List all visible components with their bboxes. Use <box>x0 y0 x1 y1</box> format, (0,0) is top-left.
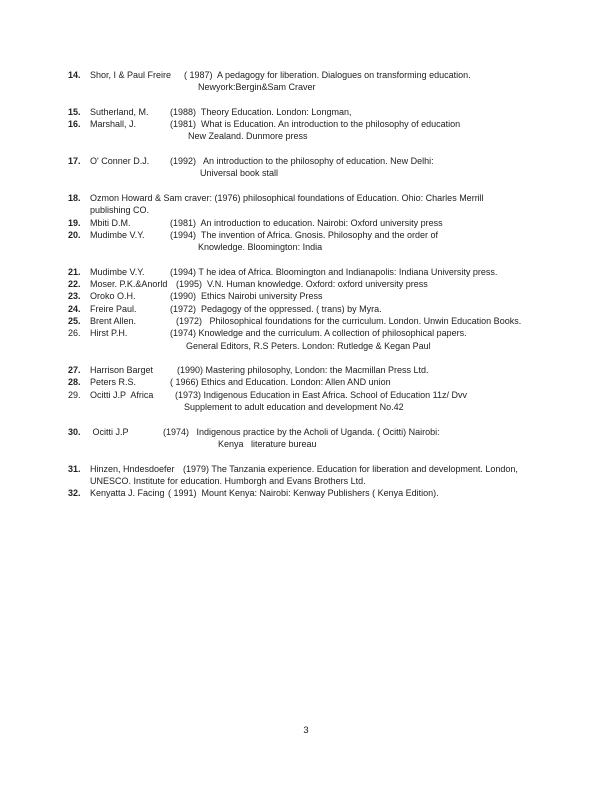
reference-author: Freire Paul. <box>90 303 137 314</box>
reference-body <box>90 278 598 290</box>
reference-citation: (1995) V.N. Human knowledge. Oxford: oxford university press <box>176 279 428 290</box>
reference-list <box>68 69 598 499</box>
reference-author: Kenyatta J. Facing <box>90 488 165 499</box>
reference-citation: (1974) Indigenous practice by the Acholi of Uganda. ( Ocitti) Nairobi: <box>163 426 440 437</box>
reference-citation: (1972) Philosophical foundations for the curriculum. London. Unwin Education Books. <box>176 315 522 326</box>
reference-body <box>90 266 598 278</box>
reference-citation: (1994) T he idea of Africa. Bloomington and Indianapolis: Indiana University press. <box>170 266 498 277</box>
reference-citation: (1981) What is Education. An introduction to the philosophy of education <box>170 119 461 130</box>
reference-body <box>90 376 598 388</box>
reference-entry <box>68 327 598 352</box>
reference-citation: ( 1966) Ethics and Education. London: Allen AND union <box>170 377 391 388</box>
reference-citation: (1990) Ethics Nairobi university Press <box>170 291 323 302</box>
reference-author: Mudimbe V.Y. <box>90 266 145 277</box>
reference-author: Ocitti J.P Africa <box>90 389 154 400</box>
reference-number: 22. <box>68 279 81 290</box>
reference-continuation: UNESCO. Institute for education. Humborgh and Evans Brothers Ltd. <box>90 475 366 486</box>
reference-citation: (1981) An introduction to education. Nairobi: Oxford university press <box>170 217 443 228</box>
reference-entry <box>68 69 598 94</box>
reference-citation: ( 1991) Mount Kenya: Nairobi: Kenway Publishers ( Kenya Edition). <box>168 488 439 499</box>
reference-author: Moser. P.K.&Anorld <box>90 279 168 290</box>
reference-author: Marshall, J. <box>90 119 137 130</box>
reference-number: 29. <box>68 389 81 400</box>
reference-entry <box>68 315 598 327</box>
reference-entry <box>68 303 598 315</box>
reference-number: 31. <box>68 463 81 474</box>
reference-body <box>90 192 598 217</box>
reference-entry <box>68 364 598 376</box>
reference-number: 16. <box>68 119 81 130</box>
reference-entry <box>68 192 598 217</box>
reference-number: 21. <box>68 266 81 277</box>
reference-citation: (1994) The invention of Africa. Gnosis. Philosophy and the order of <box>170 229 438 240</box>
reference-body <box>90 315 598 327</box>
reference-body <box>90 69 598 94</box>
reference-citation: (1972) Pedagogy of the oppressed. ( trans) by Myra. <box>170 303 382 314</box>
reference-number: 19. <box>68 217 81 228</box>
reference-continuation: Supplement to adult education and development No.42 <box>184 402 404 413</box>
reference-citation: ( 1987) A pedagogy for liberation. Dialogues on transforming education. <box>184 70 471 80</box>
reference-citation: (1973) Indigenous Education in East Africa. School of Education 11z/ Dvv <box>175 389 468 400</box>
reference-number: 18. <box>68 192 81 203</box>
reference-entry <box>68 217 598 229</box>
reference-number: 30. <box>68 426 81 437</box>
reference-entry <box>68 155 598 180</box>
reference-body <box>90 463 598 488</box>
reference-author: Brent Allen. <box>90 315 137 326</box>
reference-citation: (1990) Mastering philosophy, London: the Macmillan Press Ltd. <box>177 365 429 376</box>
reference-author: Hirst P.H. <box>90 328 128 339</box>
reference-citation: (1979) The Tanzania experience. Education for liberation and development. London, <box>183 463 518 474</box>
reference-author: Mbiti D.M. <box>90 217 131 228</box>
reference-author: Sutherland, M. <box>90 106 149 117</box>
reference-entry <box>68 290 598 302</box>
reference-author: Harrison Barget <box>90 365 154 376</box>
reference-number: 20. <box>68 229 81 240</box>
reference-body <box>90 487 598 499</box>
reference-continuation: New Zealand. Dunmore press <box>188 131 308 142</box>
reference-entry <box>68 376 598 388</box>
reference-body <box>90 389 598 414</box>
reference-citation: (1992) An introduction to the philosophy of education. New Delhi: <box>170 156 434 167</box>
reference-entry <box>68 487 598 499</box>
reference-number: 14. <box>68 70 81 80</box>
reference-body <box>90 155 598 180</box>
reference-author: Mudimbe V.Y. <box>90 229 145 240</box>
reference-entry <box>68 389 598 414</box>
reference-author: Peters R.S. <box>90 377 137 388</box>
reference-continuation: publishing CO. <box>90 205 150 216</box>
reference-entry <box>68 118 598 143</box>
reference-author: Ocitti J.P <box>90 426 129 437</box>
reference-entry <box>68 426 598 451</box>
reference-number: 25. <box>68 315 81 326</box>
reference-number: 15. <box>68 106 81 117</box>
reference-entry <box>68 266 598 278</box>
reference-continuation: Knowledge. Bloomington: India <box>198 242 323 253</box>
reference-number: 28. <box>68 377 81 388</box>
reference-author: Oroko O.H. <box>90 291 136 302</box>
reference-number: 27. <box>68 365 81 376</box>
reference-number: 23. <box>68 291 81 302</box>
reference-body <box>90 327 598 352</box>
reference-number: 26. <box>68 328 81 339</box>
reference-number: 17. <box>68 156 81 167</box>
reference-number: 32. <box>68 488 81 499</box>
reference-body <box>90 303 598 315</box>
reference-author: Hinzen, Hndesdoefer <box>90 463 175 474</box>
reference-entry <box>68 229 598 254</box>
reference-continuation: General Editors, R.S Peters. London: Rutledge & Kegan Paul <box>186 340 431 351</box>
reference-continuation: Universal book stall <box>200 168 279 179</box>
reference-body <box>90 290 598 302</box>
reference-entry <box>68 463 598 488</box>
page-number: 3 <box>303 725 309 736</box>
reference-continuation: Newyork:Bergin&Sam Craver <box>198 82 316 93</box>
reference-body <box>90 106 598 118</box>
reference-body <box>90 229 598 254</box>
reference-body <box>90 217 598 229</box>
reference-body <box>90 426 598 451</box>
reference-body <box>90 364 598 376</box>
reference-citation: (1974) Knowledge and the curriculum. A collection of philosophical papers. <box>170 328 467 339</box>
reference-continuation: Kenya literature bureau <box>218 438 317 449</box>
reference-number: 24. <box>68 303 81 314</box>
reference-entry <box>68 278 598 290</box>
reference-body <box>90 118 598 143</box>
reference-author: Shor, I & Paul Freire <box>90 70 172 80</box>
reference-citation: Ozmon Howard & Sam craver: (1976) philosophical foundations of Education. Ohio: Charles Merrill <box>90 192 484 203</box>
reference-author: O' Conner D.J. <box>90 156 150 167</box>
reference-citation: (1988) Theory Education. London: Longman, <box>170 106 352 117</box>
reference-entry <box>68 106 598 118</box>
